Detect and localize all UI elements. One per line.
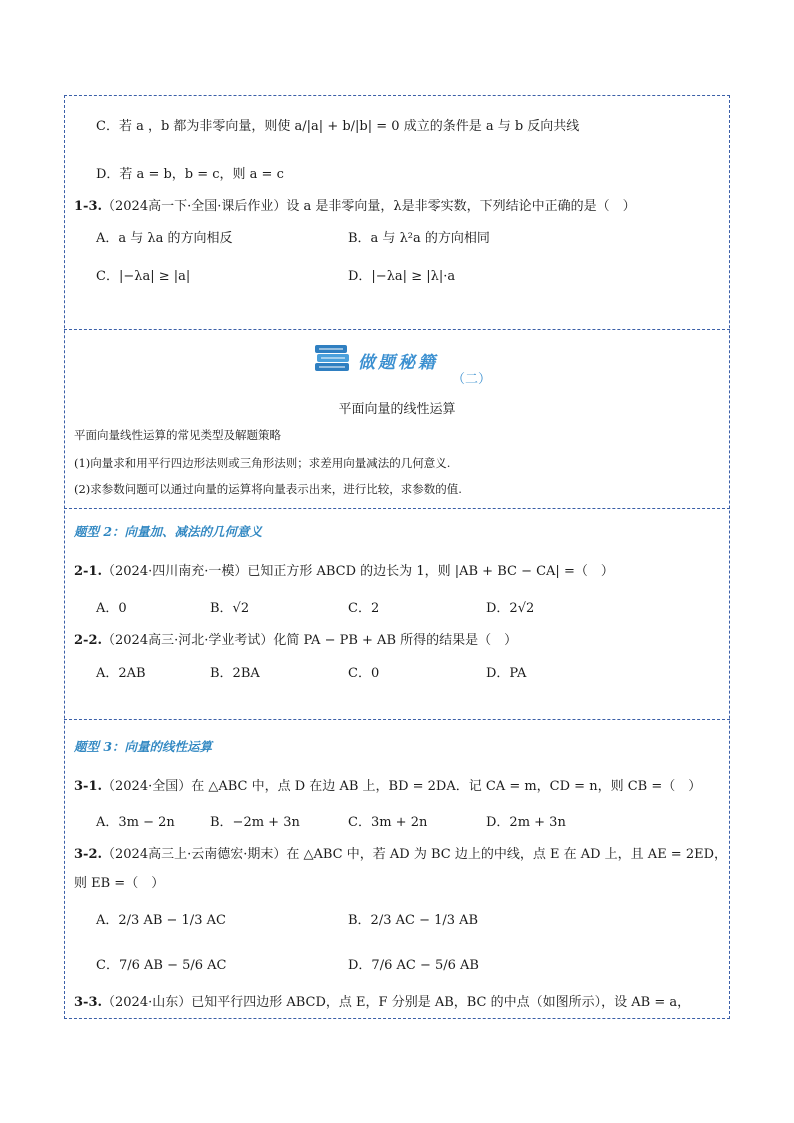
option-d: D．PA [486, 666, 527, 681]
option-c-line: C．若 a ，b 都为非零向量，则使 a/|a| + b/|b| = 0 成立的条件是 a 与 b 反向共线 [96, 119, 580, 134]
option-c: C．3m + 2n [348, 815, 428, 830]
option-b: B．2BA [210, 666, 260, 681]
secret-subtitle: （二） [452, 372, 492, 387]
divider-mid [64, 508, 730, 509]
question-3-2 [74, 846, 727, 864]
option-c: C．|−λa| ≥ |a| [96, 269, 191, 284]
type-3-label: 题型 3：向量的线性运算 [74, 739, 213, 754]
option-c: C．7/6 AB − 5/6 AC [96, 958, 227, 973]
option-b: B．a 与 λ²a 的方向相同 [348, 231, 490, 246]
question-stem: （2024·山东）已知平行四边形 ABCD，点 E，F 分别是 AB，BC 的中点（如图所示），设 AB = a， [102, 995, 691, 1010]
question-stem: （2024·四川南充·一模）已知正方形 ABCD 的边长为 1，则 |AB + BC − CA| =（ ） [102, 564, 614, 579]
question-number: 2-1. [74, 564, 103, 579]
option-a: A．2/3 AB − 1/3 AC [96, 913, 226, 928]
option-d: D．2m + 3n [486, 815, 566, 830]
option-b: B．√2 [210, 601, 250, 616]
option-a: A．0 [96, 601, 127, 616]
option-b: B．2/3 AC − 1/3 AB [348, 913, 479, 928]
type-2-label: 题型 2：向量加、减法的几何意义 [74, 524, 263, 539]
question-stem: （2024高一下·全国·课后作业）设 a 是非零向量，λ是非零实数，下列结论中正确的是（ ） [102, 199, 636, 214]
question-3-1 [74, 778, 701, 796]
option-c: C．2 [348, 601, 380, 616]
question-stem: （2024高三·河北·学业考试）化简 PA − PB + AB 所得的结果是（ ） [102, 633, 518, 648]
option-c: C．0 [348, 666, 380, 681]
option-d: D．7/6 AC − 5/6 AB [348, 958, 479, 973]
question-3-2-cont: 则 EB =（ ） [74, 876, 165, 891]
question-number: 3-3. [74, 995, 103, 1010]
question-2-1 [74, 563, 614, 581]
option-a: A．2AB [96, 666, 146, 681]
question-2-2 [74, 632, 517, 650]
secret-title: 做题秘籍 [358, 353, 438, 373]
strategy-line-1: (1)向量求和用平行四边形法则或三角形法则；求差用向量减法的几何意义. [74, 456, 451, 470]
option-b: B．−2m + 3n [210, 815, 300, 830]
section-heading: 平面向量的线性运算 [338, 402, 456, 417]
question-number: 1-3. [74, 199, 103, 214]
strategy-title: 平面向量线性运算的常见类型及解题策略 [74, 428, 281, 442]
question-1-3 [74, 198, 636, 216]
question-number: 3-1. [74, 779, 103, 794]
books-icon [313, 341, 353, 375]
option-d: D．|−λa| ≥ |λ|·a [348, 269, 456, 284]
strategy-line-2: (2)求参数问题可以通过向量的运算将向量表示出来，进行比较，求参数的值. [74, 482, 462, 496]
divider-top [64, 329, 730, 330]
question-stem: （2024高三上·云南德宏·期末）在 △ABC 中，若 AD 为 BC 边上的中线，点 E 在 AD 上，且 AE = 2ED， [102, 847, 728, 862]
divider-bottom [64, 719, 730, 720]
option-d: D．2√2 [486, 601, 535, 616]
option-a: A．a 与 λa 的方向相反 [96, 231, 233, 246]
question-stem: （2024·全国）在 △ABC 中，点 D 在边 AB 上，BD = 2DA．记 CA = m，CD = n，则 CB =（ ） [102, 779, 702, 794]
question-number: 2-2. [74, 633, 103, 648]
option-d-line: D．若 a = b，b = c，则 a = c [96, 167, 284, 182]
option-a: A．3m − 2n [96, 815, 175, 830]
question-number: 3-2. [74, 847, 103, 862]
question-3-3 [74, 994, 690, 1012]
